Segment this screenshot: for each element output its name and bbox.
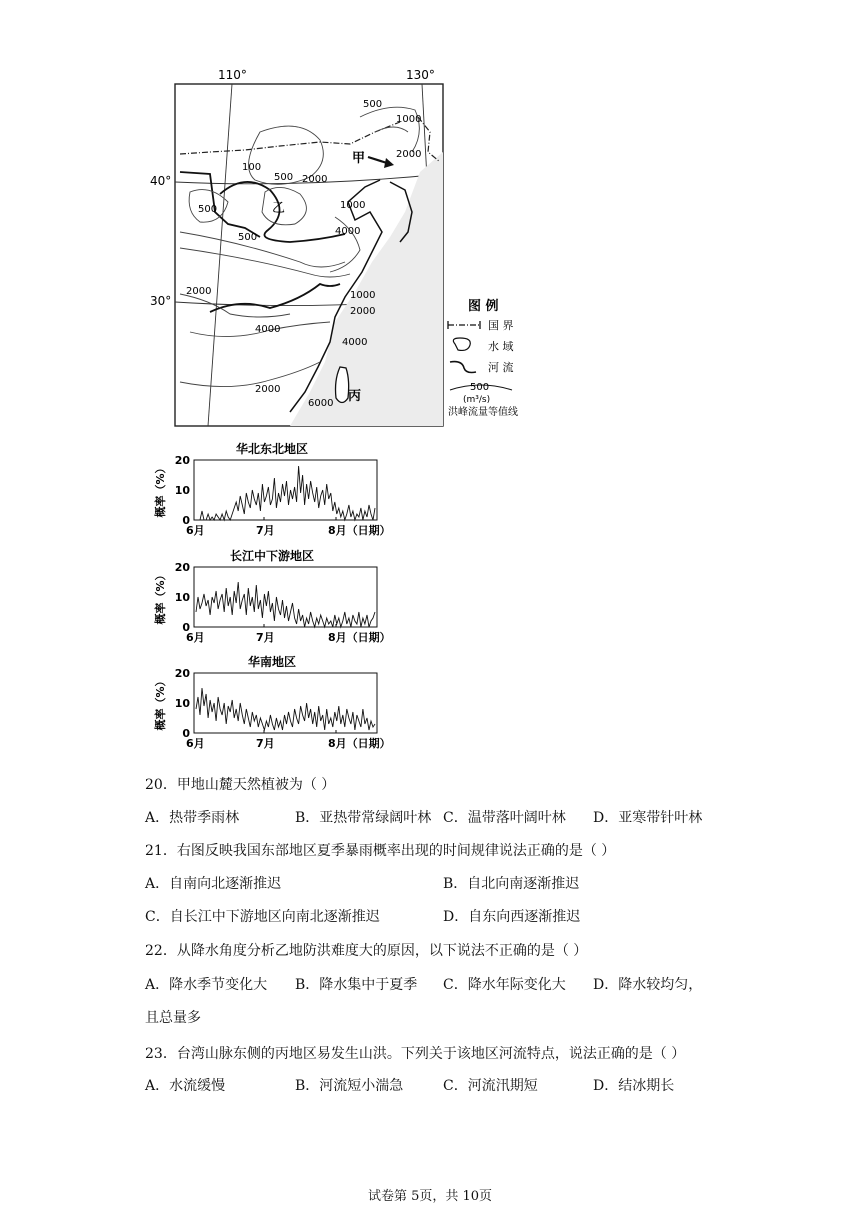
legend-title: 图 例: [468, 299, 499, 314]
svg-text:2000: 2000: [396, 149, 422, 160]
option-b[interactable]: B．自北向南逐渐推迟: [443, 876, 580, 892]
x-tick-label: 8月（日期）: [328, 631, 391, 644]
jia-arrowhead: [384, 158, 394, 168]
question-20-options: [145, 807, 745, 829]
question-stem: 22．从降水角度分析乙地防洪难度大的原因，以下说法不正确的是（ ）: [145, 943, 588, 959]
meridian-110: [208, 84, 232, 426]
option-b[interactable]: B．降水集中于夏季: [295, 977, 418, 993]
place-label-jia: 甲: [352, 151, 366, 166]
option-c[interactable]: C．降水年际变化大: [443, 977, 566, 993]
y-tick-label: 20: [174, 667, 190, 680]
question-21: [145, 840, 615, 860]
chart-title: 长江中下游地区: [229, 549, 315, 563]
rainstorm-chart-south: [152, 653, 392, 761]
place-label-yi: 乙: [272, 201, 286, 216]
svg-text:6000: 6000: [308, 398, 334, 409]
y-tick-label: 10: [174, 591, 190, 604]
option-a[interactable]: A．热带季雨林: [145, 810, 240, 826]
question-stem: 21．右图反映我国东部地区夏季暴雨概率出现的时间规律说法正确的是（ ）: [145, 843, 616, 859]
svg-text:4000: 4000: [335, 226, 361, 237]
svg-text:2000: 2000: [302, 174, 328, 185]
option-d[interactable]: D．降水较均匀，: [593, 977, 703, 993]
option-d[interactable]: D．结冰期长: [593, 1078, 675, 1094]
y-axis-label: 概率（%）: [154, 675, 167, 731]
legend-contour-unit: (m³/s): [463, 395, 491, 405]
y-tick-label: 0: [182, 514, 190, 527]
svg-text:2000: 2000: [186, 286, 212, 297]
chart-title: 华北东北地区: [235, 442, 309, 456]
lat-label-30: 30°: [150, 294, 172, 308]
svg-text:500: 500: [274, 172, 294, 183]
option-a[interactable]: A．自南向北逐渐推迟: [145, 876, 282, 892]
y-tick-label: 10: [174, 697, 190, 710]
border-north: [180, 122, 400, 154]
legend-water-symbol: [453, 338, 470, 350]
option-c[interactable]: C．自长江中下游地区向南北逐渐推迟: [145, 909, 380, 925]
x-tick-label: 8月（日期）: [328, 737, 391, 750]
plot-frame: [194, 673, 377, 733]
chart-title: 华南地区: [247, 655, 297, 669]
legend-river-symbol: [450, 362, 476, 373]
page-footer: 试卷第 5页，共 10页: [367, 1189, 493, 1204]
legend-contour-value: 500: [470, 382, 490, 393]
svg-text:1000: 1000: [340, 200, 366, 211]
y-tick-label: 20: [174, 454, 190, 467]
series-line: [196, 466, 375, 520]
legend-contour-name: 洪峰流量等值线: [448, 407, 518, 418]
question-22: [145, 940, 587, 960]
svg-text:4000: 4000: [342, 337, 368, 348]
svg-text:1000: 1000: [350, 290, 376, 301]
legend-border-label: 国 界: [488, 319, 514, 332]
y-tick-label: 10: [174, 484, 190, 497]
lon-label-130: 130°: [406, 68, 435, 82]
x-tick-label: 6月: [186, 631, 205, 644]
x-tick-label: 7月: [256, 631, 275, 644]
question-23-options: [145, 1075, 745, 1097]
option-a[interactable]: A．水流缓慢: [145, 1078, 226, 1094]
y-axis-label: 概率（%）: [154, 462, 167, 518]
question-stem: 23．台湾山脉东侧的丙地区易发生山洪。下列关于该地区河流特点，说法正确的是（ ）: [145, 1046, 686, 1062]
svg-text:500: 500: [198, 204, 218, 215]
svg-text:2000: 2000: [255, 384, 281, 395]
y-tick-label: 0: [182, 727, 190, 740]
svg-text:500: 500: [238, 232, 258, 243]
question-22-continuation: 且总量多: [145, 1010, 201, 1026]
rainstorm-chart-yangtze: [152, 547, 392, 655]
legend-river-label: 河 流: [488, 361, 514, 374]
svg-text:100: 100: [242, 162, 262, 173]
option-d[interactable]: D．自东向西逐渐推迟: [443, 909, 581, 925]
option-b[interactable]: B．河流短小湍急: [295, 1078, 404, 1094]
svg-text:1000: 1000: [396, 114, 422, 125]
lat-label-40: 40°: [150, 174, 172, 188]
x-tick-label: 7月: [256, 524, 275, 537]
taiwan-island: [336, 367, 349, 403]
option-d[interactable]: D．亚寒带针叶林: [593, 810, 703, 826]
map-legend: [448, 298, 518, 418]
y-tick-label: 0: [182, 621, 190, 634]
question-23: [145, 1043, 685, 1063]
series-line: [196, 582, 375, 627]
question-stem: 20．甲地山麓天然植被为（ ）: [145, 777, 336, 793]
yangtze-river: [210, 284, 340, 312]
legend-water-label: 水 域: [488, 340, 514, 353]
x-tick-label: 6月: [186, 524, 205, 537]
rainstorm-chart-north: [152, 440, 392, 548]
option-b[interactable]: B．亚热带常绿阔叶林: [295, 810, 432, 826]
question-22-options: [145, 974, 745, 996]
x-tick-label: 8月（日期）: [328, 524, 391, 537]
y-axis-label: 概率（%）: [154, 569, 167, 625]
option-a[interactable]: A．降水季节变化大: [145, 977, 268, 993]
series-line: [196, 688, 375, 730]
svg-text:4000: 4000: [255, 324, 281, 335]
svg-text:2000: 2000: [350, 306, 376, 317]
place-label-bing: 丙: [348, 389, 362, 404]
x-tick-label: 7月: [256, 737, 275, 750]
y-tick-label: 20: [174, 561, 190, 574]
option-c[interactable]: C．河流汛期短: [443, 1078, 538, 1094]
question-21-options-row2: [145, 906, 745, 928]
question-20: [145, 774, 335, 794]
flood-peak-map: [150, 62, 530, 434]
option-c[interactable]: C．温带落叶阔叶林: [443, 810, 566, 826]
svg-text:500: 500: [363, 99, 383, 110]
lon-label-110: 110°: [218, 68, 247, 82]
x-tick-label: 6月: [186, 737, 205, 750]
question-21-options-row1: [145, 873, 745, 895]
